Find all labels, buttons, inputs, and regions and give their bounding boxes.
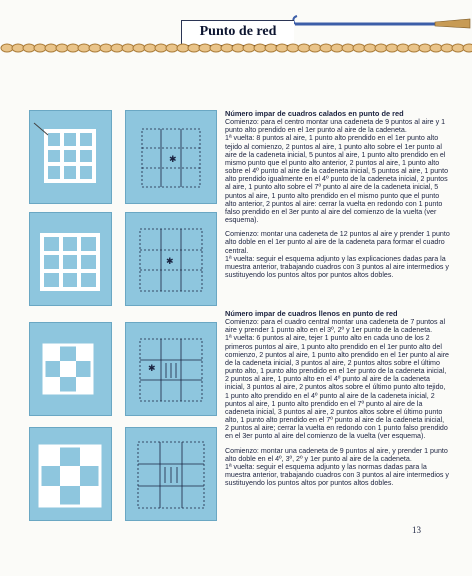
section-2-para-3: Comienzo: montar una cadeneta de 9 puntos al aire, y prender 1 punto alto doble en el 4º, 3º, 2º y 1er punto al aire de la cadeneta. xyxy=(225,446,448,463)
chain-link xyxy=(331,44,343,52)
chain-link xyxy=(276,44,288,52)
chain-link xyxy=(353,44,365,52)
chain-link xyxy=(210,44,222,52)
chain-link xyxy=(23,44,35,52)
chain-link xyxy=(166,44,178,52)
chain-link xyxy=(12,44,24,52)
chain-link xyxy=(463,44,472,52)
chain-link xyxy=(45,44,57,52)
chain-link xyxy=(133,44,145,52)
section-1-para-2: 1ª vuelta: 8 puntos al aire, 1 punto alto prendido en el 1er punto alto tejido al comienzo, 2 puntos al aire, 1 punto alto sobre el 1er punto al aire de la cadeneta inicial, 5 puntos al aire, 1 punto alto prendido en el mismo punto que el punto alto anterior, 2 puntos al aire, 1 punto alto sobre el 4º punto al aire de la cadeneta inicial, 5 puntos al aire, 1 punto alto prendido igualmente en el 4º punto de la cadeneta inicial, 2 puntos al aire, 1 punto alto sobre el 7º punto al aire de la cadeneta inicial, 5 puntos al aire, 1 punto alto prendido en el mismo punto que el punto alto anterior, 2 puntos al aire: cerrar la vuelta en redondo con 1 punto falso prendido en el 3er punto al aire del comienzo de la vuelta (ver esquema). xyxy=(225,134,449,225)
section-2-text xyxy=(225,310,450,487)
section-2-para-2: 1ª vuelta: 6 puntos al aire, tejer 1 punto alto en cada uno de los 2 primeros puntos al aire, 1 punto alto prendido en el 1er punto alto del comienzo, 2 puntos al aire, 1 punto alto prendido en el 1er punto al aire de la cadeneta inicial, 3 puntos al aire, 2 puntos altos sobre el último punto alto, 1 punto alto prendido en el 1er punto de la cadeneta inicial, 2 puntos al aire, 1 punto alto en el 4º punto al aire de la cadeneta inicial, 3 puntos al aire, 2 puntos altos sobre el último punto alto tejido, 1 punto alto prendido en el 4º punto al aire de la cadeneta inicial, 2 puntos al aire, 1 punto alto prendido en el 7º punto al aire de la cadeneta inicial, 3 puntos al aire, 2 puntos altos sobre el último punto alto, 1 punto alto prendido en el 7º punto al aire de la cadeneta inicial, 2 puntos al aire; cerrar la vuelta en redondo con 1 punto falso prendido en el 3er punto al aire del comienzo de la vuelta (ver esquema). xyxy=(225,334,449,441)
chain-link xyxy=(452,44,464,52)
chain-link xyxy=(430,44,442,52)
chain-link xyxy=(89,44,101,52)
chain-link xyxy=(254,44,266,52)
chain-link xyxy=(188,44,200,52)
svg-text:✱: ✱ xyxy=(148,364,156,374)
sample-photo-2 xyxy=(29,212,112,306)
chain-link xyxy=(397,44,409,52)
sample-photo-4 xyxy=(29,427,112,521)
stitch-diagram-2 xyxy=(125,212,217,306)
chain-link xyxy=(144,44,156,52)
svg-text:✱: ✱ xyxy=(169,155,177,165)
crochet-chain-border xyxy=(0,38,472,58)
section-1-text xyxy=(225,110,450,279)
section-1-para-4: 1ª vuelta: seguir el esquema adjunto y las explicaciones dadas para la muestra anterior, trabajando cuadros con 3 puntos al aire intermedios y sustituyendo los puntos altos por puntos altos dobles. xyxy=(225,254,449,279)
chain-link xyxy=(78,44,90,52)
section-2-heading: Número impar de cuadros llenos en punto de red xyxy=(225,309,398,318)
sample-photo-1 xyxy=(29,110,112,204)
chain-link xyxy=(1,44,13,52)
section-1-heading: Número impar de cuadros calados en punto de red xyxy=(225,109,404,118)
chain-link xyxy=(100,44,112,52)
chain-link xyxy=(67,44,79,52)
chain-link xyxy=(375,44,387,52)
chain-link xyxy=(320,44,332,52)
chain-link xyxy=(441,44,453,52)
chain-link xyxy=(199,44,211,52)
chain-link xyxy=(232,44,244,52)
stitch-diagram-3 xyxy=(125,322,217,416)
svg-text:✱: ✱ xyxy=(166,257,174,267)
section-1-para-1: Comienzo: para el centro montar una cadeneta de 9 puntos al aire y 1 punto alto prendido en el 1er punto al aire de la cadeneta. xyxy=(225,118,446,135)
chain-link xyxy=(342,44,354,52)
section-1-para-3: Comienzo: montar una cadeneta de 12 puntos al aire y prender 1 punto alto doble en el 1er punto al aire de la cadeneta para formar el cuadro central. xyxy=(225,230,450,255)
chain-link xyxy=(419,44,431,52)
chain-link xyxy=(243,44,255,52)
page-title: Punto de red xyxy=(199,24,277,39)
section-2-para-4: 1ª vuelta: seguir el esquema adjunto y las normas dadas para la muestra anterior, trabajando cuadros con 3 puntos al aire intermedios y sustituyendo los puntos altos por puntos altos dobles. xyxy=(225,462,449,488)
chain-link xyxy=(122,44,134,52)
chain-link xyxy=(408,44,420,52)
stitch-diagram-4 xyxy=(125,427,217,521)
chain-link xyxy=(111,44,123,52)
chain-link xyxy=(177,44,189,52)
stitch-diagram-1 xyxy=(125,110,217,204)
section-2-para-1: Comienzo: para el cuadro central montar una cadeneta de 7 puntos al aire y prender 1 punto alto en el 3º, 2º y 1er punto de la cadeneta. xyxy=(225,318,446,335)
chain-link xyxy=(56,44,68,52)
chain-link xyxy=(221,44,233,52)
chain-link xyxy=(155,44,167,52)
chain-link xyxy=(364,44,376,52)
chain-link xyxy=(287,44,299,52)
page-number: 13 xyxy=(412,525,421,535)
sample-photo-3 xyxy=(29,322,112,416)
chain-link xyxy=(309,44,321,52)
chain-link xyxy=(34,44,46,52)
chain-link xyxy=(265,44,277,52)
chain-link xyxy=(298,44,310,52)
chain-link xyxy=(386,44,398,52)
